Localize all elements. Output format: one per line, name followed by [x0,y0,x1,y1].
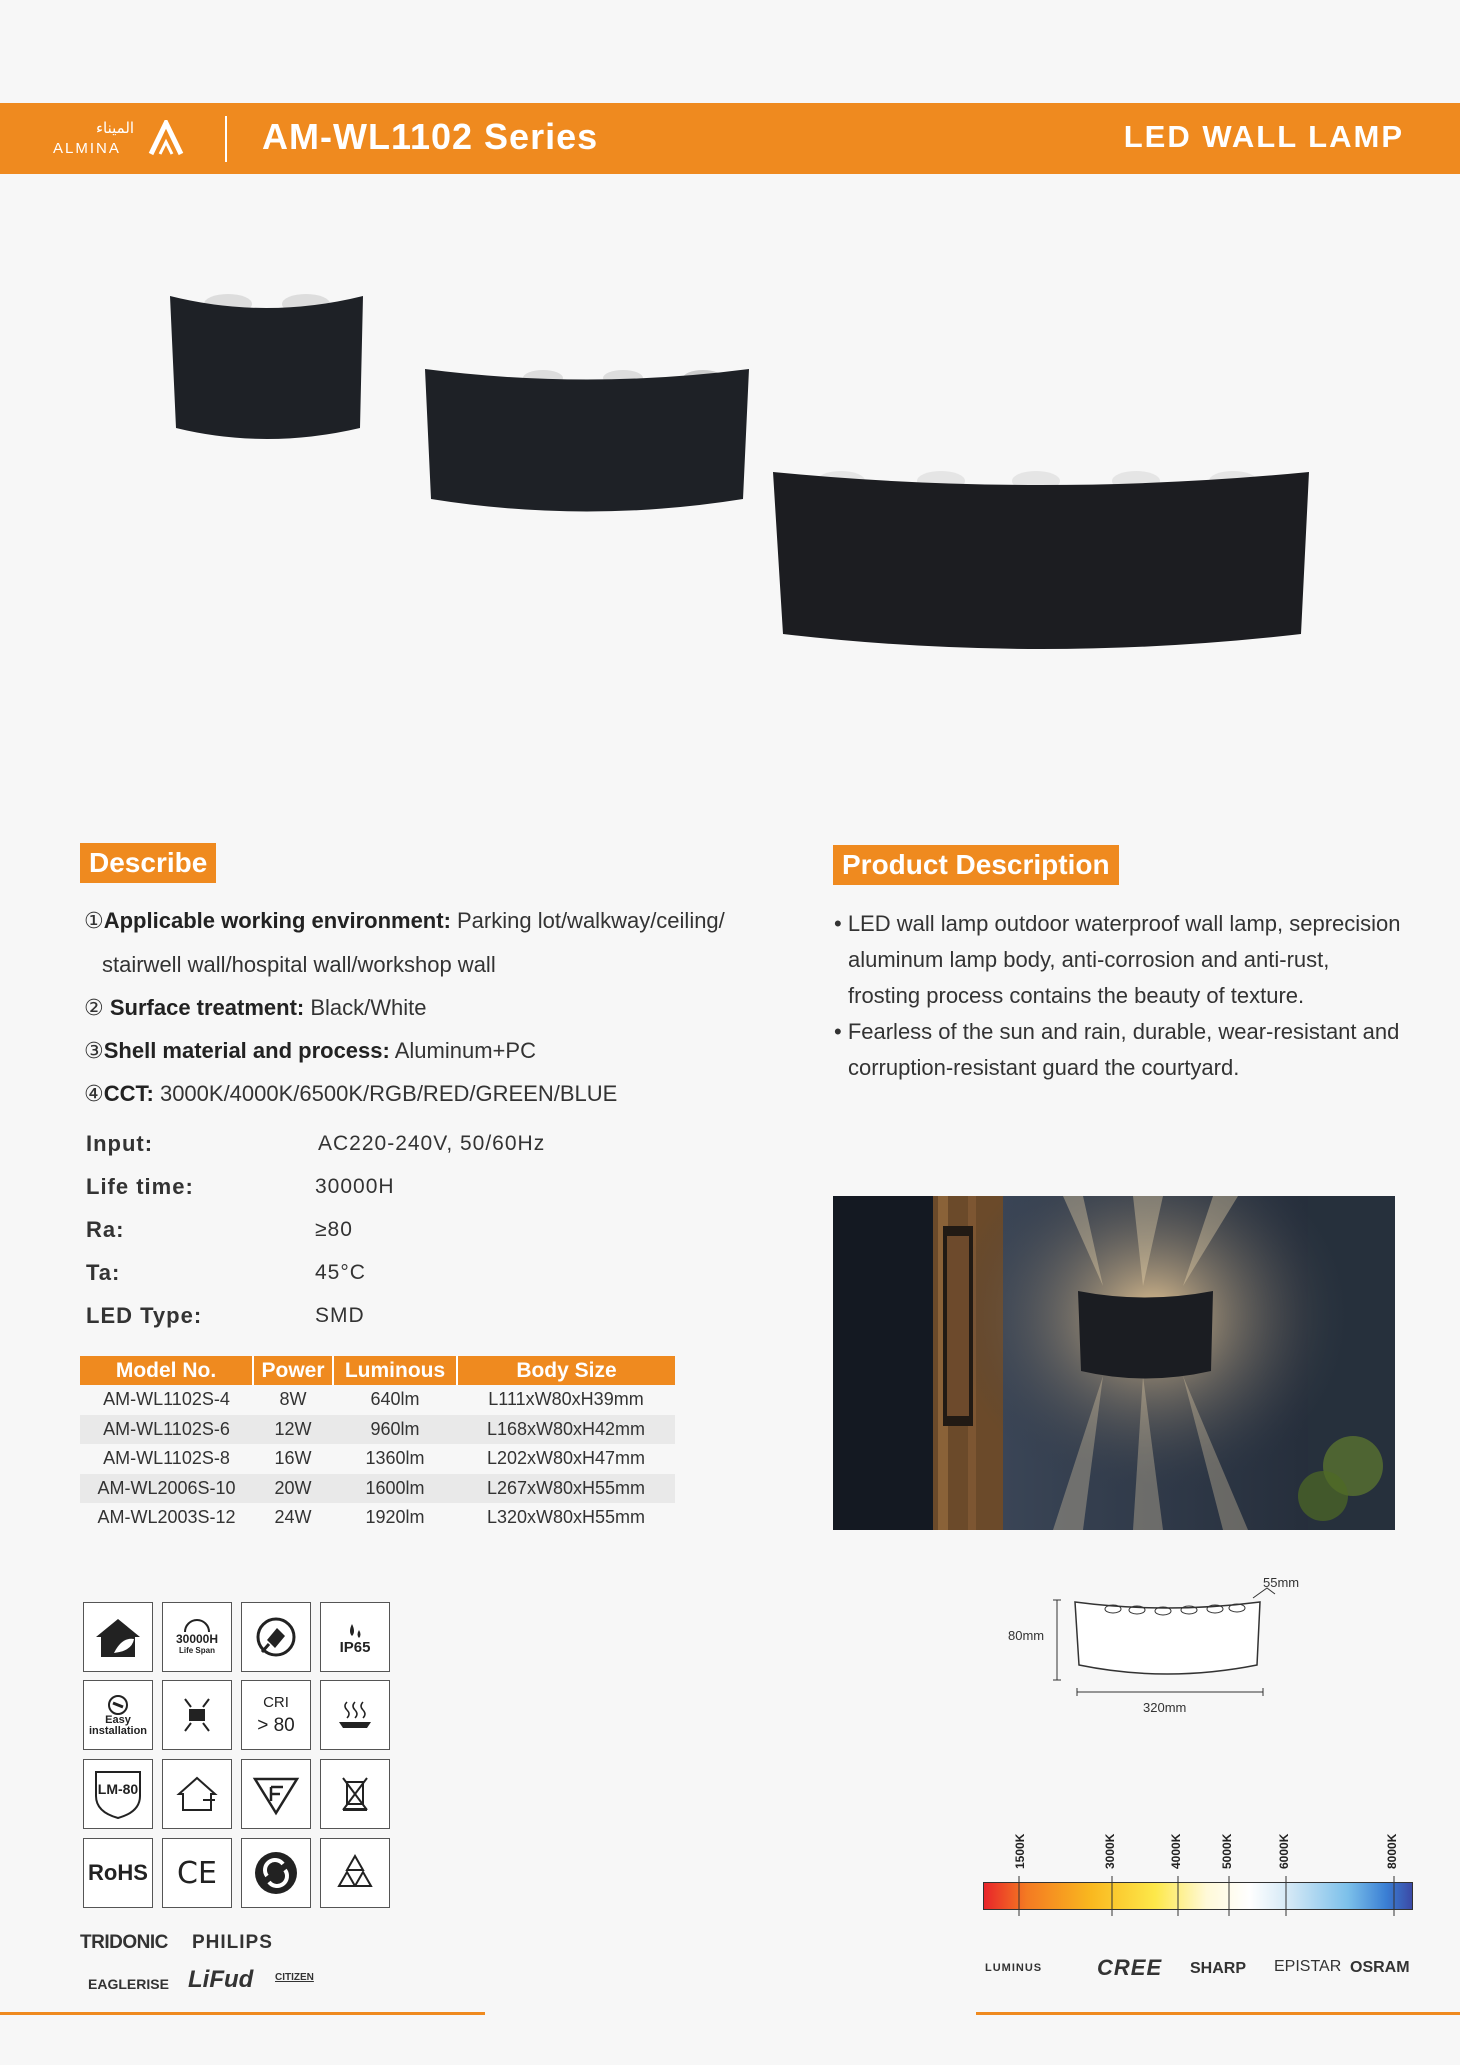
spec-value: SMD [315,1304,365,1327]
brand-logo: TRIDONIC [80,1932,168,1953]
dimension-depth: 55mm [1263,1575,1300,1590]
table-cell: AM-WL2006S-10 [80,1474,253,1504]
f-mark-icon [241,1759,311,1829]
describe-item: stairwell wall/hospital wall/workshop wall [102,952,496,977]
table-cell: 16W [274,1448,312,1469]
product-image-medium [423,364,751,520]
brand-logo: EAGLERISE [88,1976,169,1992]
logo-icon [148,120,184,156]
spec-label: Ra: [86,1217,125,1242]
table-cell: L168xW80xH42mm [457,1415,675,1445]
table-header: Model No. [80,1356,253,1385]
model-table [80,1356,675,1533]
spec-label: Life time: [86,1174,194,1199]
header-divider [225,116,227,162]
brand-logo: PHILIPS [192,1932,273,1953]
describe-item: ② Surface treatment: Black/White [84,995,427,1020]
table-cell: L111xW80xH39mm [488,1389,644,1410]
table-cell: 8W [279,1389,307,1410]
table-row [80,1444,675,1474]
table-cell: L202xW80xH47mm [486,1448,646,1469]
table-cell: AM-WL2003S-12 [97,1507,236,1528]
brand-logo: SHARP [1190,1960,1247,1977]
ip65-icon: IP65 [320,1602,390,1672]
cct-label: 8000K [1385,1833,1399,1869]
product-image-large [771,464,1311,660]
table-cell: AM-WL1102S-4 [103,1389,230,1410]
cct-label: 6000K [1277,1833,1291,1869]
brand-logo: OSRAM [1350,1959,1410,1976]
up-down-light-icon [162,1680,232,1750]
ce-mark-icon: CE [162,1838,232,1908]
description-line: • Fearless of the sun and rain, durable, wear-resistant and [834,1019,1400,1044]
description-line: frosting process contains the beauty of texture. [848,983,1305,1008]
table-row [80,1503,675,1533]
recycle-icon [320,1838,390,1908]
brand-logo: CITIZEN [275,1972,314,1983]
cct-label: 4000K [1169,1833,1183,1869]
logo-arabic-text: الميناء [96,119,135,137]
rohs-icon: RoHS [83,1838,153,1908]
category-title: LED WALL LAMP [1123,119,1404,154]
table-cell: 20W [253,1474,333,1504]
cct-label: 3000K [1103,1833,1117,1869]
brand-logo: LUMINUS [985,1962,1043,1974]
table-cell: 1920lm [365,1507,425,1528]
describe-item: ①Applicable working environment: Parking lot/walkway/ceiling/ [84,908,725,933]
series-title: AM-WL1102 Series [262,116,599,157]
lm80-icon [83,1759,153,1829]
svg-text:LM-80: LM-80 [97,1781,139,1797]
table-row [80,1415,675,1445]
green-dot-icon [241,1838,311,1908]
brand-logo: LiFud [188,1966,254,1993]
cri-icon: CRI > 80 [241,1680,311,1750]
description-line: corruption-resistant guard the courtyard. [848,1055,1240,1080]
describe-item: ③Shell material and process: Aluminum+PC [84,1038,536,1063]
table-cell: 24W [274,1507,312,1528]
describe-tab: Describe [80,843,216,883]
cct-label: 1500K [1013,1833,1027,1869]
outdoor-house-icon [83,1602,153,1672]
cct-label: 5000K [1220,1833,1234,1869]
brand-logo: EPISTAR [1274,1958,1342,1975]
describe-item: ④CCT: 3000K/4000K/6500K/RGB/RED/GREEN/BLUE [84,1081,618,1106]
spec-value: ≥80 [315,1218,353,1241]
energy-saving-plug-icon [241,1602,311,1672]
spec-value: AC220-240V, 50/60Hz [318,1132,546,1155]
heat-dissipation-icon [320,1680,390,1750]
dimension-width: 320mm [1143,1700,1187,1715]
spec-label: LED Type: [86,1303,203,1328]
description-line: • LED wall lamp outdoor waterproof wall lamp, seprecision [834,911,1401,936]
table-cell: L320xW80xH55mm [486,1507,646,1528]
product-image-small [168,290,365,448]
spec-value: 45°C [315,1261,366,1284]
footer-line-left [0,2012,485,2015]
table-cell: 1600lm [333,1474,457,1504]
spec-label: Ta: [86,1260,121,1285]
description-line: aluminum lamp body, anti-corrosion and anti-rust, [848,947,1330,972]
spec-value: 30000H [315,1175,395,1198]
table-header: Body Size [457,1356,675,1385]
table-header: Luminous [333,1356,457,1385]
table-cell: 640lm [370,1389,420,1410]
weee-bin-icon [320,1759,390,1829]
indoor-house-icon [162,1759,232,1829]
table-cell: L267xW80xH55mm [457,1474,675,1504]
spec-label: Input: [86,1131,154,1156]
installation-photo [833,1196,1395,1530]
dimension-drawing [1005,1570,1325,1715]
cct-tick-marks [983,1876,1413,1916]
table-header-row [80,1356,675,1385]
table-header: Power [253,1356,333,1385]
table-row [80,1474,675,1504]
easy-installation-icon: Easy installation [83,1680,153,1750]
table-cell: AM-WL1102S-6 [80,1415,253,1445]
lifespan-icon: 30000H Life Span [162,1602,232,1672]
table-cell: 12W [253,1415,333,1445]
table-cell: 960lm [333,1415,457,1445]
dimension-height: 80mm [1008,1628,1045,1643]
logo-text: ALMINA [53,140,121,157]
footer-line-right [976,2012,1460,2015]
table-cell: 1360lm [365,1448,425,1469]
table-cell: AM-WL1102S-8 [103,1448,230,1469]
product-description-tab: Product Description [833,845,1119,885]
table-row [80,1385,675,1415]
brand-logo: CREE [1097,1955,1163,1980]
